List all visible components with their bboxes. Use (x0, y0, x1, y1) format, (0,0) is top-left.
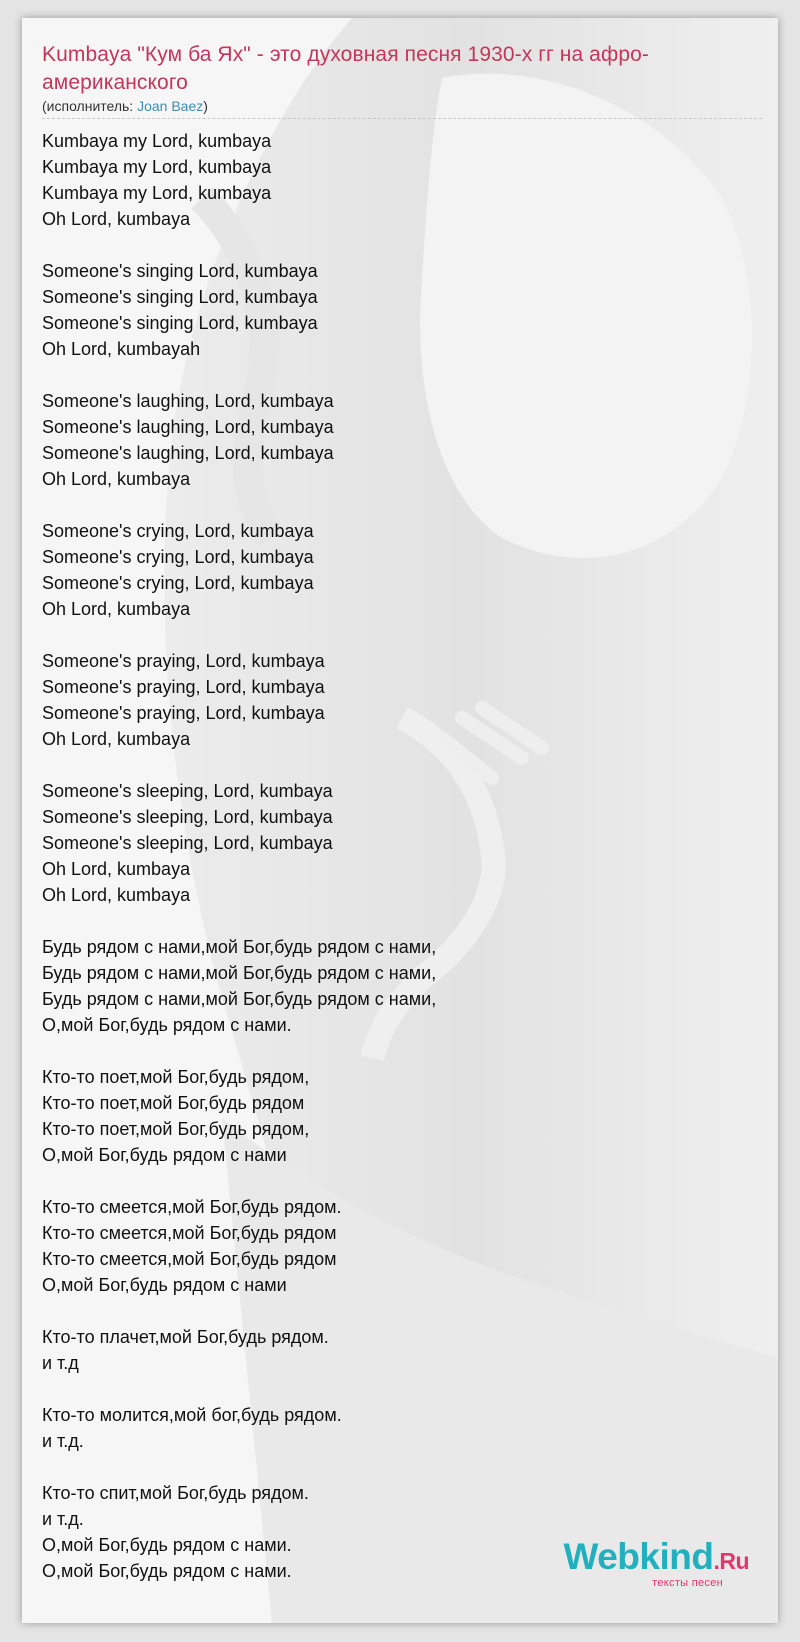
lyric-line: Someone's crying, Lord, kumbaya (42, 547, 314, 567)
artist-suffix: ) (203, 98, 208, 114)
lyric-line: и т.д (42, 1353, 79, 1373)
lyric-line: Oh Lord, kumbaya (42, 469, 191, 489)
lyrics-stanza (42, 388, 762, 492)
lyric-line: Oh Lord, kumbaya (42, 599, 191, 619)
lyric-line: Oh Lord, kumbaya (42, 885, 191, 905)
lyric-line: О,мой Бог,будь рядом с нами (42, 1145, 287, 1165)
lyric-line: Oh Lord, kumbaya (42, 729, 191, 749)
lyrics-stanza (42, 648, 762, 752)
lyrics-stanza (42, 934, 762, 1038)
lyric-line: Someone's sleeping, Lord, kumbaya (42, 833, 333, 853)
lyric-line: Someone's sleeping, Lord, kumbaya (42, 781, 333, 801)
lyric-line: Будь рядом с нами,мой Бог,будь рядом с нами, (42, 963, 437, 983)
lyric-line: Кто-то спит,мой Бог,будь рядом. (42, 1483, 309, 1503)
lyric-line: Someone's crying, Lord, kumbaya (42, 521, 314, 541)
lyric-line: Someone's sleeping, Lord, kumbaya (42, 807, 333, 827)
lyric-line: Кто-то смеется,мой Бог,будь рядом. (42, 1197, 342, 1217)
lyric-line: Someone's praying, Lord, kumbaya (42, 677, 325, 697)
lyric-line: Kumbaya my Lord, kumbaya (42, 157, 272, 177)
lyric-line: Kumbaya my Lord, kumbaya (42, 131, 272, 151)
lyric-line: Кто-то молится,мой бог,будь рядом. (42, 1405, 342, 1425)
song-title: Kumbaya "Кум ба Ях" - это духовная песня 1930-х гг на афро-американского (42, 43, 649, 94)
lyrics-stanza (42, 778, 762, 908)
lyric-line: О,мой Бог,будь рядом с нами. (42, 1561, 292, 1581)
lyrics-card (22, 18, 778, 1623)
lyric-line: Someone's laughing, Lord, kumbaya (42, 417, 334, 437)
site-logo[interactable] (563, 1537, 749, 1589)
lyric-line: О,мой Бог,будь рядом с нами. (42, 1535, 292, 1555)
lyric-line: Kumbaya my Lord, kumbaya (42, 183, 272, 203)
lyric-line: Кто-то поет,мой Бог,будь рядом, (42, 1119, 310, 1139)
lyrics-stanza (42, 1064, 762, 1168)
lyric-line: Someone's praying, Lord, kumbaya (42, 703, 325, 723)
logo-tagline: тексты песен (652, 1577, 723, 1589)
lyric-line: Someone's laughing, Lord, kumbaya (42, 391, 334, 411)
artist-prefix: (исполнитель: (42, 98, 138, 114)
lyrics-stanza (42, 518, 762, 622)
lyric-line: Someone's laughing, Lord, kumbaya (42, 443, 334, 463)
lyric-line: Кто-то поет,мой Бог,будь рядом (42, 1093, 305, 1113)
logo-wordmark (563, 1537, 749, 1581)
lyric-line: Кто-то смеется,мой Бог,будь рядом (42, 1249, 337, 1269)
lyric-line: Oh Lord, kumbaya (42, 859, 191, 879)
lyric-line: Someone's singing Lord, kumbaya (42, 287, 318, 307)
lyric-line: Кто-то поет,мой Бог,будь рядом, (42, 1067, 310, 1087)
page-content (42, 41, 762, 1610)
lyric-line: и т.д. (42, 1431, 84, 1451)
lyric-line: Oh Lord, kumbaya (42, 209, 191, 229)
lyric-line: Someone's crying, Lord, kumbaya (42, 573, 314, 593)
lyric-line: Будь рядом с нами,мой Бог,будь рядом с нами, (42, 989, 437, 1009)
lyrics-body (42, 128, 762, 1584)
logo-tld: .Ru (713, 1548, 749, 1574)
logo-brand: Webkind (563, 1536, 714, 1577)
lyric-line: и т.д. (42, 1509, 84, 1529)
lyrics-stanza (42, 1402, 762, 1454)
lyrics-stanza (42, 1194, 762, 1298)
lyric-line: Будь рядом с нами,мой Бог,будь рядом с нами, (42, 937, 437, 957)
lyric-line: Someone's singing Lord, kumbaya (42, 261, 318, 281)
lyric-line: Кто-то смеется,мой Бог,будь рядом (42, 1223, 337, 1243)
lyrics-stanza (42, 258, 762, 362)
lyric-line: Кто-то плачет,мой Бог,будь рядом. (42, 1327, 329, 1347)
lyrics-stanza (42, 128, 762, 232)
lyrics-stanza (42, 1324, 762, 1376)
artist-link[interactable]: Joan Baez (137, 98, 204, 114)
lyric-line: Someone's praying, Lord, kumbaya (42, 651, 325, 671)
lyric-line: О,мой Бог,будь рядом с нами. (42, 1015, 292, 1035)
lyric-line: Oh Lord, kumbayah (42, 339, 201, 359)
artist-byline (42, 98, 762, 119)
lyric-line: О,мой Бог,будь рядом с нами (42, 1275, 287, 1295)
lyric-line: Someone's singing Lord, kumbaya (42, 313, 318, 333)
